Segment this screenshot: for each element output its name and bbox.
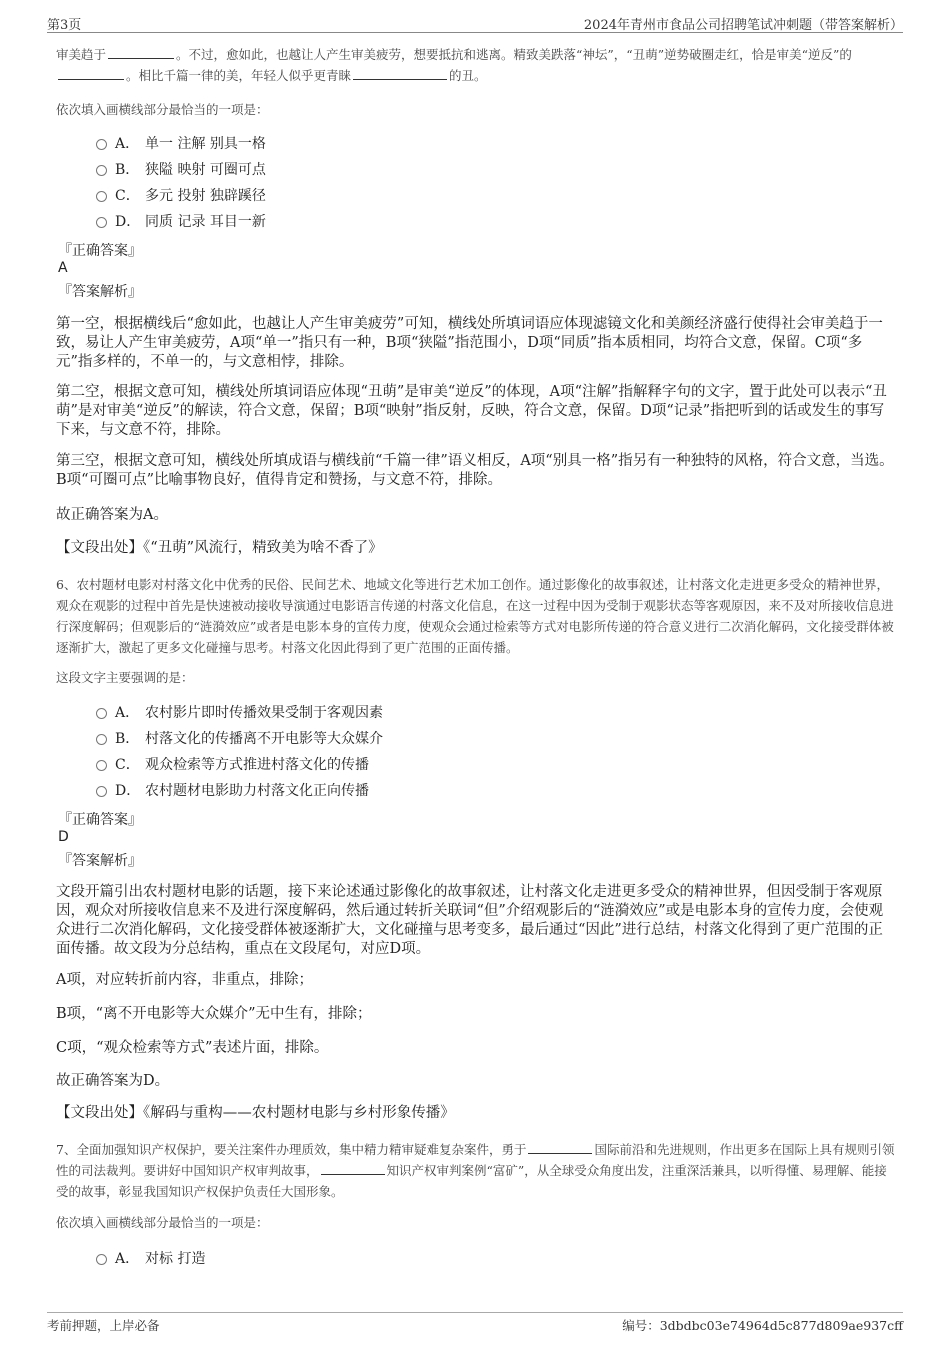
page-footer [47,1312,903,1335]
q7-prompt: 依次填入画横线部分最恰当的一项是： [56,1215,269,1230]
analysis-label: 『答案解析』 [58,853,142,869]
q6-analysis-a: A项，对应转折前内容，非重点，排除； [56,972,313,988]
answer-blank [108,46,174,59]
document-title: 2024年青州市食品公司招聘笔试冲刺题（带答案解析） [583,18,903,33]
q5-option-a[interactable]: A． 单一 注解 别具一格 [96,134,266,154]
q5-analysis-3: 第三空，根据文意可知，横线处所填成语与横线前“千篇一律”语义相反，A项“别具一格”指另有一种独特的风格，符合文意，当选。B项“可圈可点”比喻事物良好，值得肯定和赞扬，与文意不符，排除。 [56,453,894,488]
page-header [47,10,903,33]
q6-option-c[interactable]: C． 观众检索等方式推进村落文化的传播 [96,755,369,775]
radio-icon[interactable] [96,760,107,771]
answer-label: 『正确答案』 [58,812,142,828]
answer-blank [321,1162,385,1175]
radio-icon[interactable] [96,165,107,176]
q5-passage: 审美趋于 。不过，愈如此，也越让人产生审美疲劳，想要抵抗和逃离。精致美跌落“神坛”，“丑萌”逆势破圈走红，恰是审美“逆反”的。相比千篇一律的美，年轻人似乎更青睐 的丑。 [56,47,852,83]
q5-analysis-1: 第一空，根据横线后“愈如此，也越让人产生审美疲劳”可知，横线处所填词语应体现滤镜文化和美颜经济盛行使得社会审美趋于一致，易让人产生审美疲劳，A项“单一”指只有一种，B项“狭隘”指范围小，D项“同质”指本质相同，均符合文意，保留。C项“多元”指多样的，不单一的，与文意相悖，排除。 [56,316,883,370]
answer-blank [58,67,124,80]
q5-option-c[interactable]: C． 多元 投射 独辟蹊径 [96,186,266,206]
correct-answer: A [58,260,68,276]
q6-conclusion: 故正确答案为D。 [56,1073,170,1089]
q6-option-d[interactable]: D． 农村题材电影助力村落文化正向传播 [96,781,369,801]
q5-conclusion: 故正确答案为A。 [56,507,168,523]
radio-icon[interactable] [96,139,107,150]
radio-icon[interactable] [96,734,107,745]
document-id: 编号：3dbdbc03e74964d5c877d809ae937cff [622,1318,903,1333]
radio-icon[interactable] [96,1254,107,1265]
q6-analysis-c: C项，“观众检索等方式”表述片面，排除。 [56,1040,329,1056]
correct-answer: D [58,829,69,845]
q6-option-a[interactable]: A． 农村影片即时传播效果受制于客观因素 [96,703,383,723]
q6-source: 【文段出处】《解码与重构——农村题材电影与乡村形象传播》 [56,1105,455,1121]
q7-passage: 7、全面加强知识产权保护，要关注案件办理质效，集中精力精审疑难复杂案件，勇于 国际前沿和先进规则，作出更多在国际上具有规则引领性的司法裁判。要讲好中国知识产权审判故事， 知识产权审判案例“富矿”，从全球受众角度出发，注重深活兼具，以听得懂、易理解、能接受的故事，彰显我国知识产权保护负责任大国形象。 [56,1142,895,1199]
q5-prompt: 依次填入画横线部分最恰当的一项是： [56,102,269,117]
q6-analysis-1: 文段开篇引出农村题材电影的话题，接下来论述通过影像化的故事叙述，让村落文化走进更多受众的精神世界，但因受制于客观原因，观众对所接收信息来不及进行深度解码，然后通过转折关联词“但”介绍观影后的“涟漪效应”或是电影本身的宣传力度，会使观众进行二次消化解码，文化接受群体被逐渐扩大，文化碰撞与思考变多，最后通过“因此”进行总结，村落文化得到了更广范围的正面传播。故文段为分总结构，重点在文段尾句，对应D项。 [56,884,884,957]
answer-blank [353,67,447,80]
q6-prompt: 这段文字主要强调的是： [56,670,194,685]
page-number: 第3页 [47,18,82,33]
answer-blank [528,1141,592,1154]
answer-label: 『正确答案』 [58,243,142,259]
analysis-label: 『答案解析』 [58,284,142,300]
q6-option-b[interactable]: B． 村落文化的传播离不开电影等大众媒介 [96,729,383,749]
q5-analysis-2: 第二空，根据文意可知，横线处所填词语应体现“丑萌”是审美“逆反”的体现，A项“注解”指解释字句的文字，置于此处可以表示“丑萌”是对审美“逆反”的解读，符合文意，保留；B项“映射”指反射，反映，符合文意，保留。D项“记录”指把听到的话或发生的事写下来，与文意不符，排除。 [56,384,887,438]
q6-analysis-b: B项，“离不开电影等大众媒介”无中生有，排除； [56,1006,372,1022]
q6-passage: 6、农村题材电影对村落文化中优秀的民俗、民间艺术、地域文化等进行艺术加工创作。通过影像化的故事叙述，让村落文化走进更多受众的精神世界，观众在观影的过程中首先是快速被动接收导演通过电影语言传递的村落文化信息，在这一过程中因为受制于观影状态等客观原因，来不及对所接收信息进行深度解码；但观影后的“涟漪效应”或者是电影本身的宣传力度，使观众会通过检索等方式对电影所传递的符合意义进行二次消化解码，文化接受群体被逐渐扩大，激起了更多文化碰撞与思考。村落文化因此得到了更广范围的正面传播。 [56,577,894,655]
radio-icon[interactable] [96,217,107,228]
footer-slogan: 考前押题，上岸必备 [47,1318,160,1333]
q5-option-d[interactable]: D． 同质 记录 耳目一新 [96,212,266,232]
q5-source: 【文段出处】《“丑萌”风流行，精致美为啥不香了》 [56,540,383,556]
radio-icon[interactable] [96,191,107,202]
radio-icon[interactable] [96,708,107,719]
radio-icon[interactable] [96,786,107,797]
q7-option-a[interactable]: A． 对标 打造 [96,1249,205,1269]
q5-option-b[interactable]: B． 狭隘 映射 可圈可点 [96,160,266,180]
